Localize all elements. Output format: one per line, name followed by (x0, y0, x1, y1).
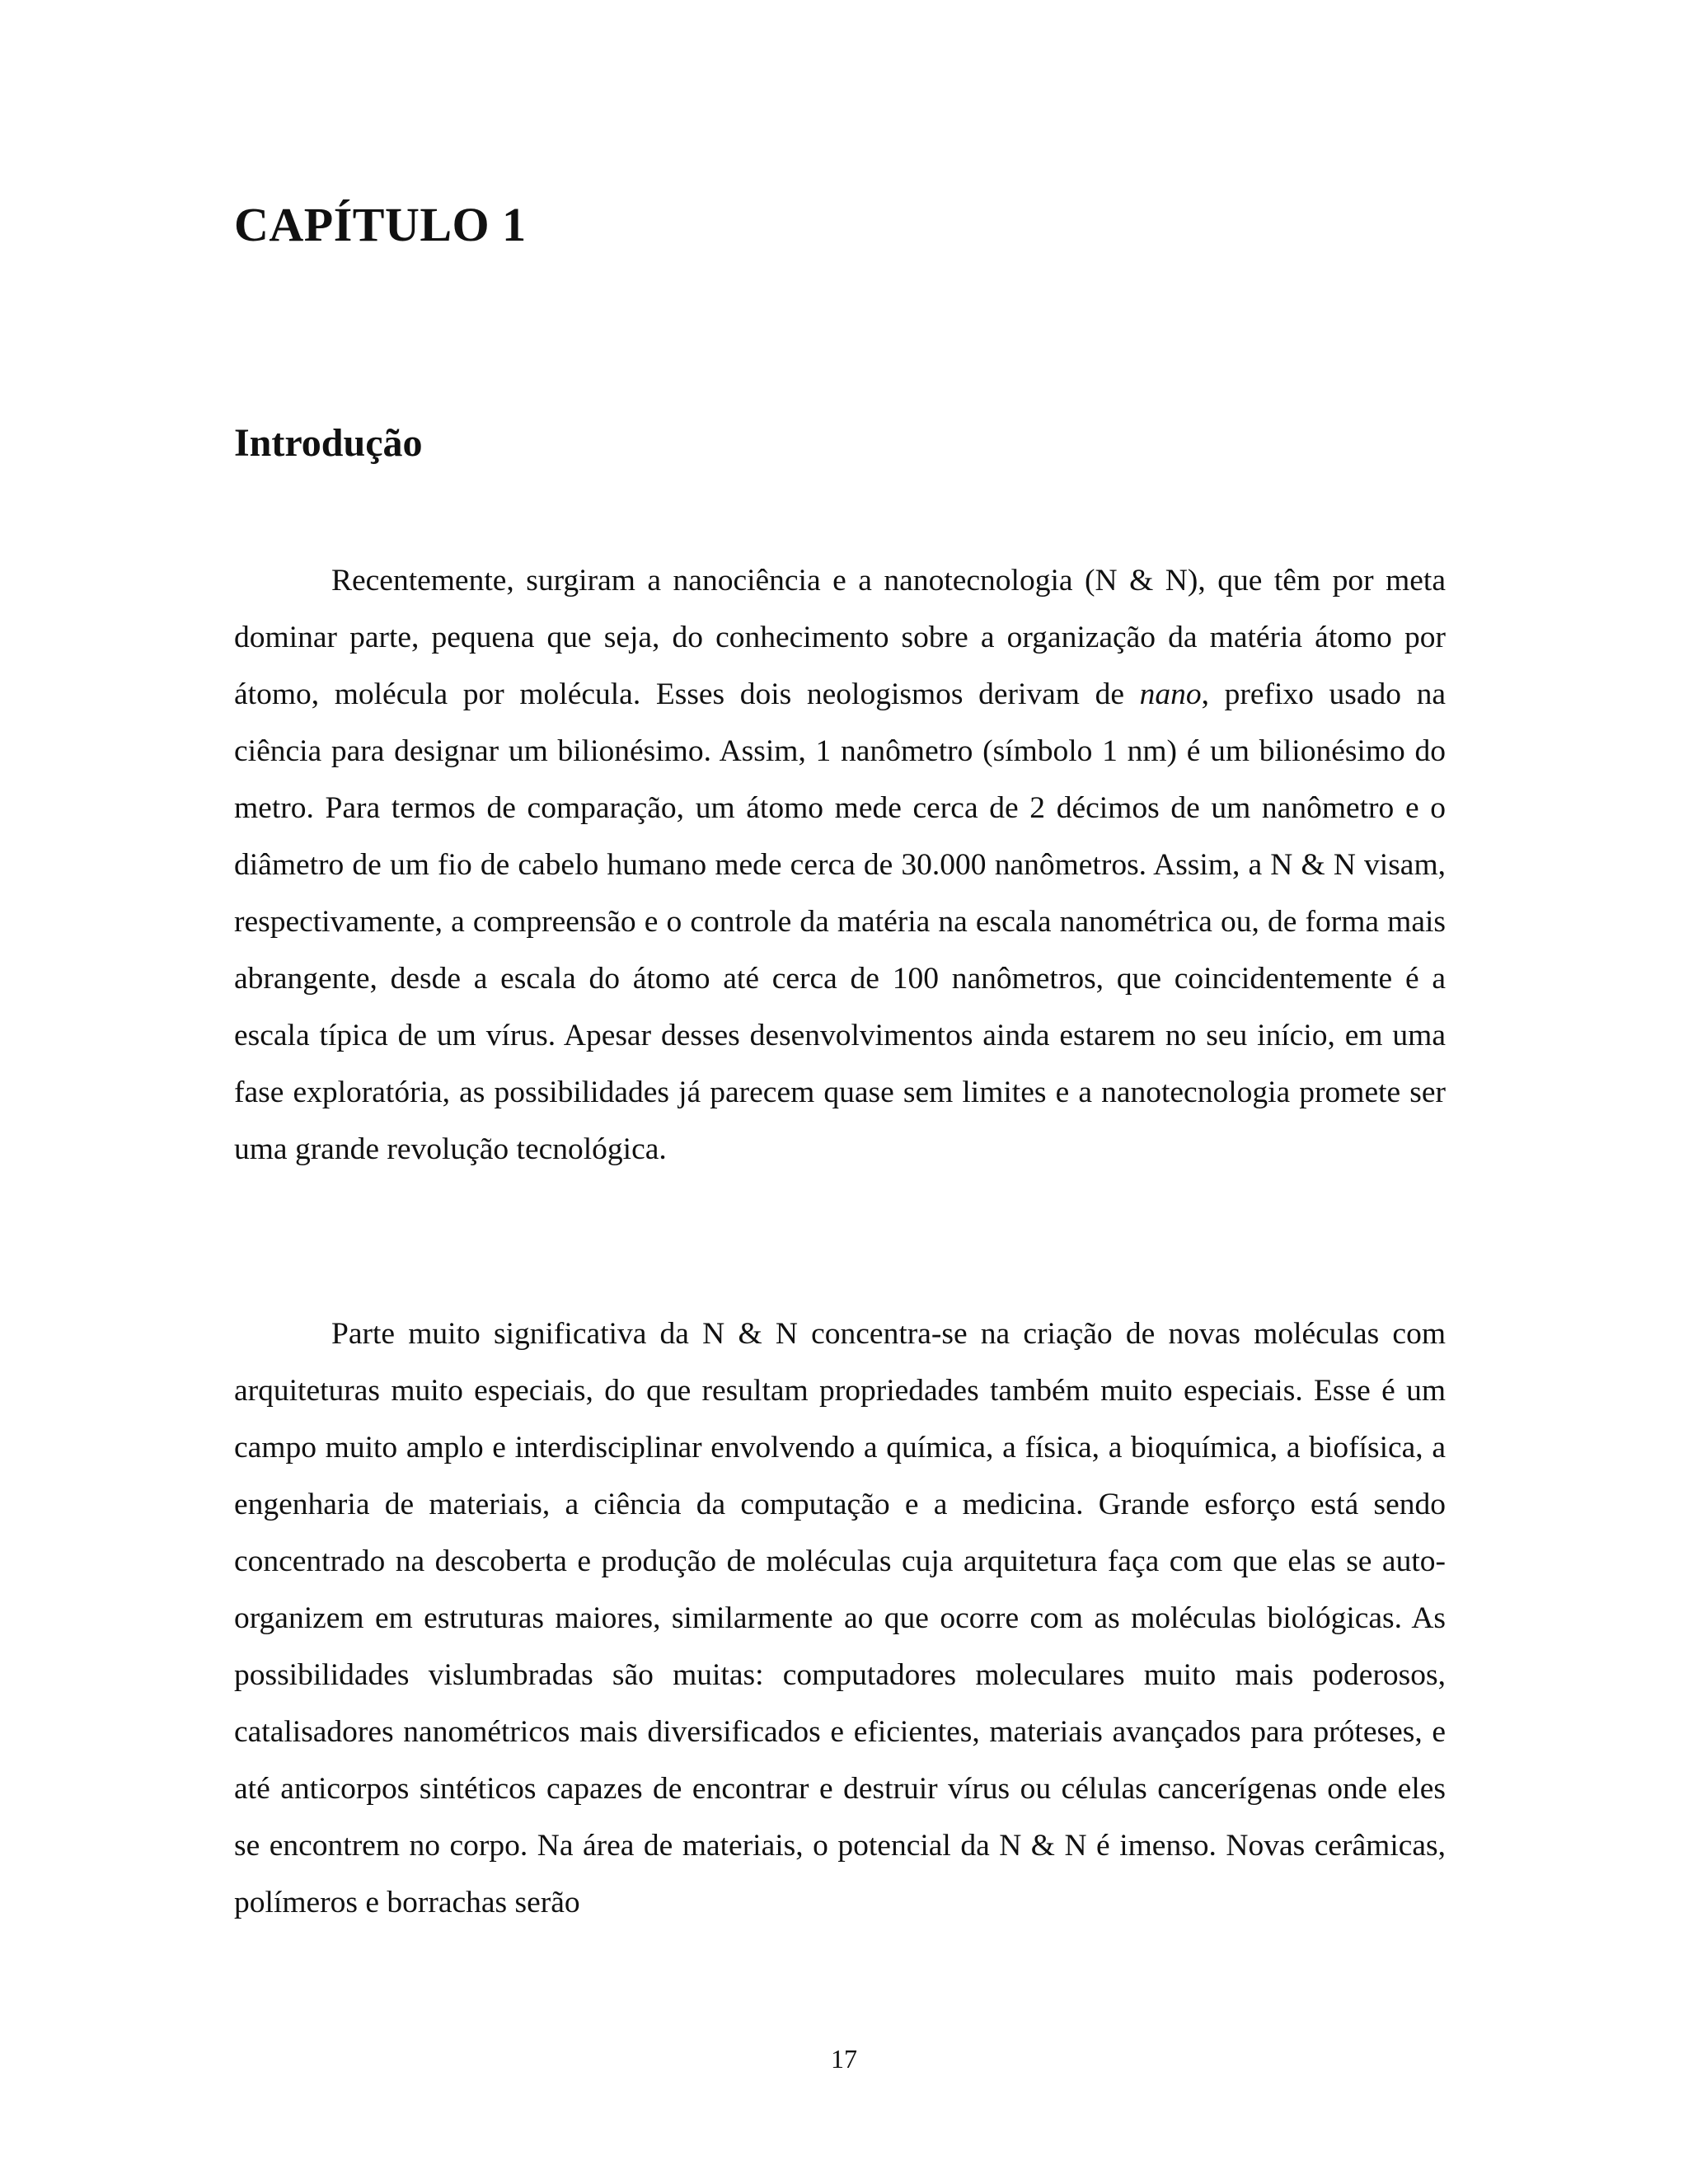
paragraph-second: Parte muito significativa da N & N concentra-se na criação de novas moléculas com arquiteturas muito especiais, do que resultam propriedades também muito especiais. Esse é um campo muito amplo e interdisciplinar envolvendo a química, a física, a bioquímica, a biofísica, a engenharia de materiais, a ciência da computação e a medicina. Grande esforço está sendo concentrado na descoberta e produção de moléculas cuja arquitetura faça com que elas se auto-organizem em estruturas maiores, similarmente ao que ocorre com as moléculas biológicas. As possibilidades vislumbradas são muitas: computadores moleculares muito mais poderosos, catalisadores nanométricos mais diversificados e eficientes, materiais avançados para próteses, e até anticorpos sintéticos capazes de encontrar e destruir vírus ou células cancerígenas onde eles se encontrem no corpo. Na área de materiais, o potencial da N & N é imenso. Novas cerâmicas, polímeros e borrachas serão (234, 1317, 1446, 1919)
paragraph-intro-text-end: , prefixo usado na ciência para designar um bilionésimo. Assim, 1 nanômetro (símbolo 1 nm) é um bilionésimo do metro. Para termos de comparação, um átomo mede cerca de 2 décimos de um nanômetro e o diâmetro de um fio de cabelo humano mede cerca de 30.000 nanômetros. Assim, a N & N visam, respectivamente, a compreensão e o controle da matéria na escala nanométrica ou, de forma mais abrangente, desde a escala do átomo até cerca de 100 nanômetros, que coincidentemente é a escala típica de um vírus. Apesar desses desenvolvimentos ainda estarem no seu início, em uma fase exploratória, as possibilidades já parecem quase sem limites e a nanotecnologia promete ser uma grande revolução tecnológica. (234, 677, 1446, 1166)
page-number: 17 (831, 2044, 857, 2074)
section-heading: Introdução (234, 421, 423, 465)
paragraph-intro-text-start: Recentemente, surgiram a nanociência e a nanotecnologia (N & N), que têm por meta dominar parte, pequena que seja, do conhecimento sobre a organização da matéria átomo por átomo, molécula por molécula. Esses dois neologismos derivam de (234, 564, 1446, 711)
italic-term-nano: nano (1139, 677, 1202, 711)
paragraph-intro (234, 552, 1446, 1178)
chapter-heading: CAPÍTULO 1 (234, 198, 527, 251)
